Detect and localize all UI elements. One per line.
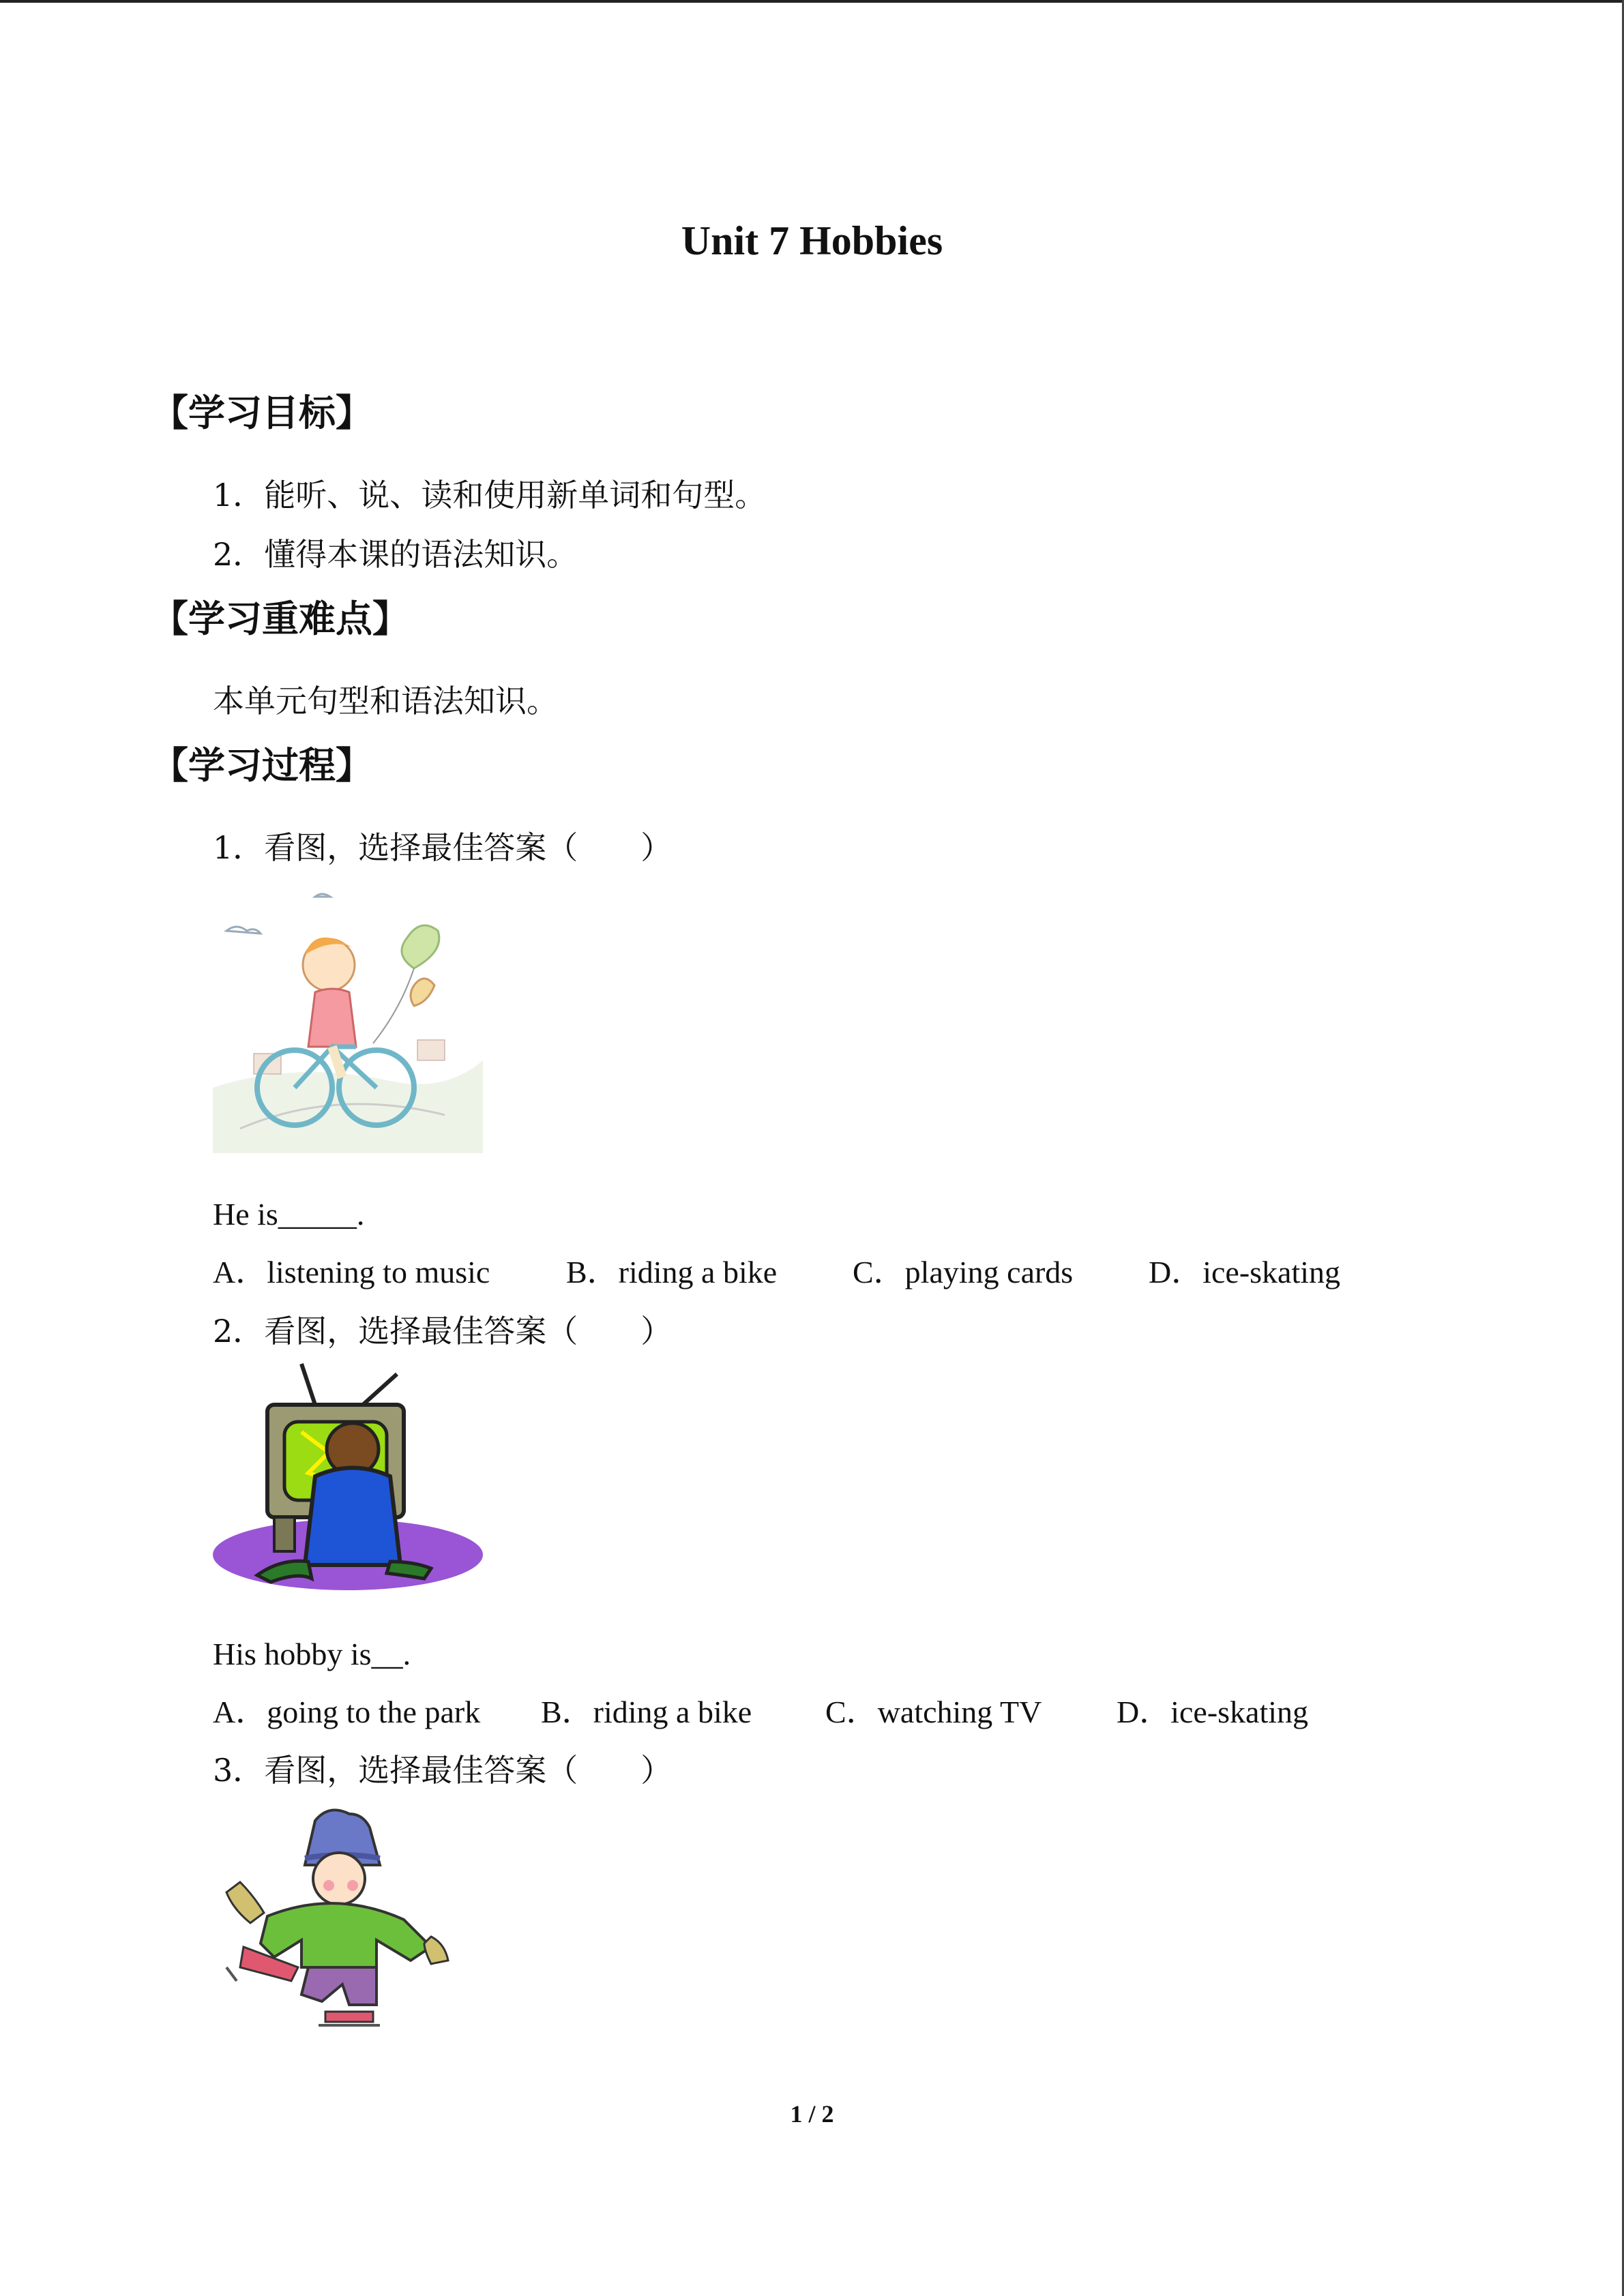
question-1-prompt: 1．看图，选择最佳答案（ ）	[213, 829, 673, 866]
question-1-stem: He is_____.	[213, 1197, 365, 1232]
goal-item-1: 1．能听、说、读和使用新单词和句型。	[213, 477, 767, 513]
question-3-prompt: 3．看图，选择最佳答案（ ）	[213, 1752, 673, 1789]
boy-ice-skating-illustration	[213, 1807, 458, 2029]
section-heading-goals: 【学习目标】	[151, 391, 372, 434]
section-heading-process: 【学习过程】	[151, 744, 372, 787]
section-heading-key-points: 【学习重难点】	[151, 597, 409, 640]
key-points-text: 本单元句型和语法知识。	[213, 683, 558, 719]
question-2-stem: His hobby is__.	[213, 1637, 411, 1671]
page-number: 1 / 2	[790, 2100, 834, 2128]
question-2-option-d[interactable]: D．ice-skating	[1117, 1695, 1309, 1729]
boy-watching-tv-illustration	[213, 1357, 483, 1604]
question-1-option-b[interactable]: B．riding a bike	[566, 1255, 778, 1289]
question-1-option-c[interactable]: C．playing cards	[853, 1255, 1074, 1289]
question-2-option-c[interactable]: C．watching TV	[825, 1695, 1042, 1729]
boy-riding-bike-illustration	[213, 883, 483, 1153]
question-2-option-a[interactable]: A．going to the park	[213, 1695, 481, 1729]
question-2-option-b[interactable]: B．riding a bike	[541, 1695, 752, 1729]
page-title: Unit 7 Hobbies	[681, 218, 943, 263]
question-2-prompt: 2．看图，选择最佳答案（ ）	[213, 1313, 673, 1350]
question-1-option-d[interactable]: D．ice-skating	[1149, 1255, 1341, 1289]
question-1-option-a[interactable]: A．listening to music	[213, 1255, 490, 1289]
goal-item-2: 2．懂得本课的语法知识。	[213, 536, 578, 573]
page-top-border	[0, 0, 1624, 3]
